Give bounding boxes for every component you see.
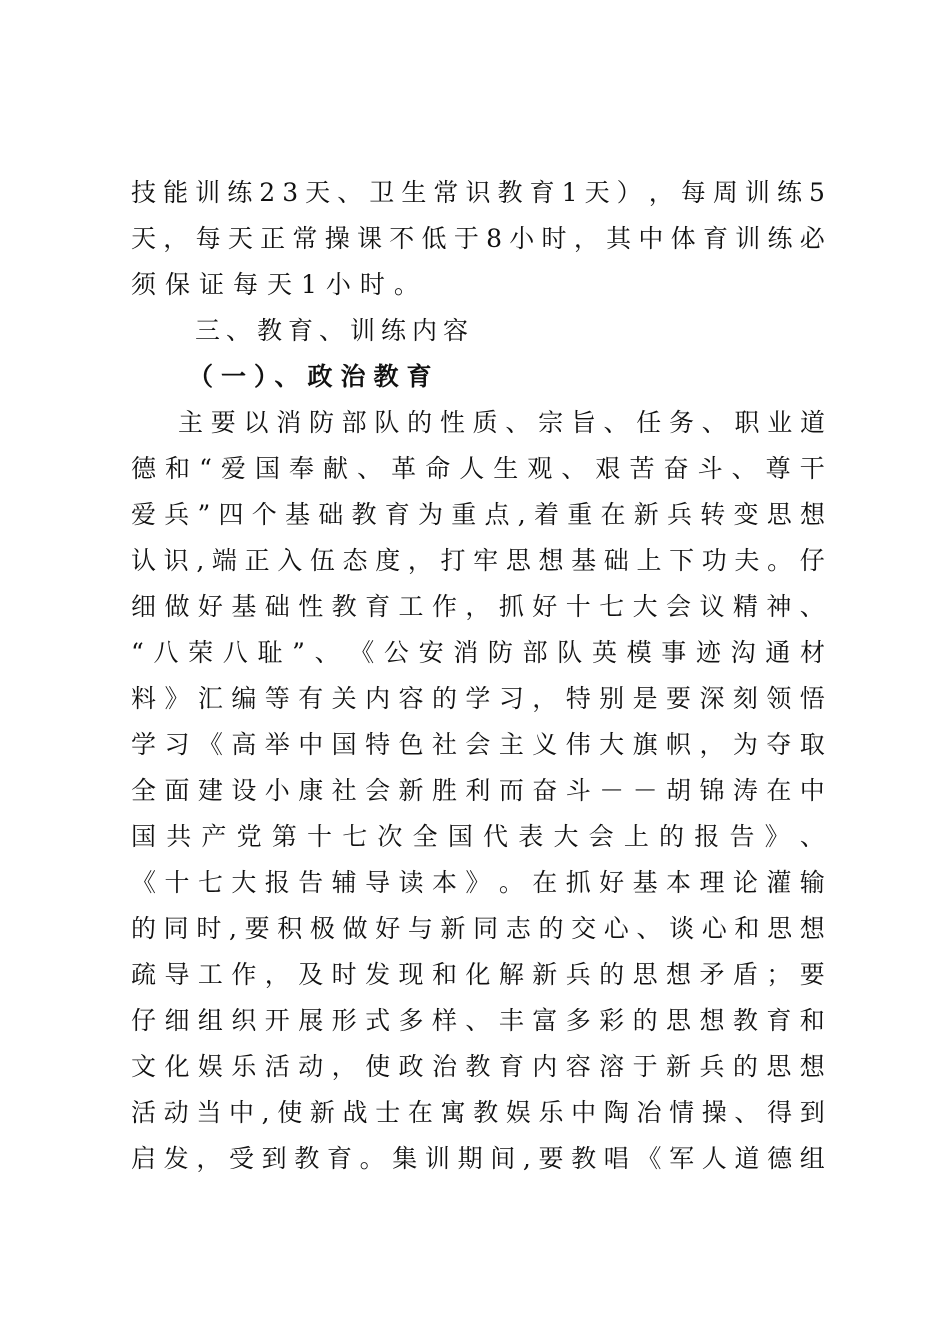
text-line-11: “ 八 荣 八 耻 ” 、 《 公 安 消 防 部 队 英 模 事 迹 沟 通 材 [131,638,825,667]
text-line-1: 技 能 训 练 2 3 天 、 卫 生 常 识 教 育 1 天 ） ， 每 周 训 练 5 [131,178,825,207]
text-line-22: 启 发 ， 受 到 教 育 。 集 训 期 间 , 要 教 唱 《 军 人 道 德 组 [131,1144,825,1173]
text-line-13: 学 习 《 高 举 中 国 特 色 社 会 主 义 伟 大 旗 帜 ， 为 夺 取 [131,730,825,759]
text-line-21: 活 动 当 中 , 使 新 战 士 在 寓 教 娱 乐 中 陶 冶 情 操 、 得 到 [131,1098,825,1127]
text-line-18: 疏 导 工 作 ， 及 时 发 现 和 化 解 新 兵 的 思 想 矛 盾 ； 要 [131,960,825,989]
text-line-10: 细 做 好 基 础 性 教 育 工 作 ， 抓 好 十 七 大 会 议 精 神 、 [131,592,825,621]
text-line-16: 《 十 七 大 报 告 辅 导 读 本 》 。 在 抓 好 基 本 理 论 灌 输 [131,868,825,897]
text-line-15: 国 共 产 党 第 十 七 次 全 国 代 表 大 会 上 的 报 告 》 、 [131,822,825,851]
text-line-8: 爱 兵 ” 四 个 基 础 教 育 为 重 点 , 着 重 在 新 兵 转 变 思 想 [131,500,825,529]
text-line-7: 德 和 “ 爱 国 奉 献 、 革 命 人 生 观 、 艰 苦 奋 斗 、 尊 干 [131,454,825,483]
text-line-19: 仔 细 组 织 开 展 形 式 多 样 、 丰 富 多 彩 的 思 想 教 育 和 [131,1006,825,1035]
text-line-14: 全 面 建 设 小 康 社 会 新 胜 利 而 奋 斗 － － 胡 锦 涛 在 中 [131,776,825,805]
text-line-9: 认 识 , 端 正 入 伍 态 度 ， 打 牢 思 想 基 础 上 下 功 夫 。 仔 [131,546,825,575]
text-line-20: 文 化 娱 乐 活 动 ， 使 政 治 教 育 内 容 溶 于 新 兵 的 思 想 [131,1052,825,1081]
text-line-12: 料 》 汇 编 等 有 关 内 容 的 学 习 ， 特 别 是 要 深 刻 领 悟 [131,684,825,713]
text-line-2: 天 ， 每 天 正 常 操 课 不 低 于 8 小 时 ， 其 中 体 育 训 练 必 [131,224,825,253]
text-line-3: 须保证每天1小时。 [131,270,428,299]
subsection-heading: （一）、政治教育 [188,362,440,391]
text-line-17: 的 同 时 , 要 积 极 做 好 与 新 同 志 的 交 心 、 谈 心 和 思 想 [131,914,825,943]
text-line-6: 主 要 以 消 防 部 队 的 性 质 、 宗 旨 、 任 务 、 职 业 道 [178,408,825,437]
section-heading: 三、教育、训练内容 [195,316,475,345]
